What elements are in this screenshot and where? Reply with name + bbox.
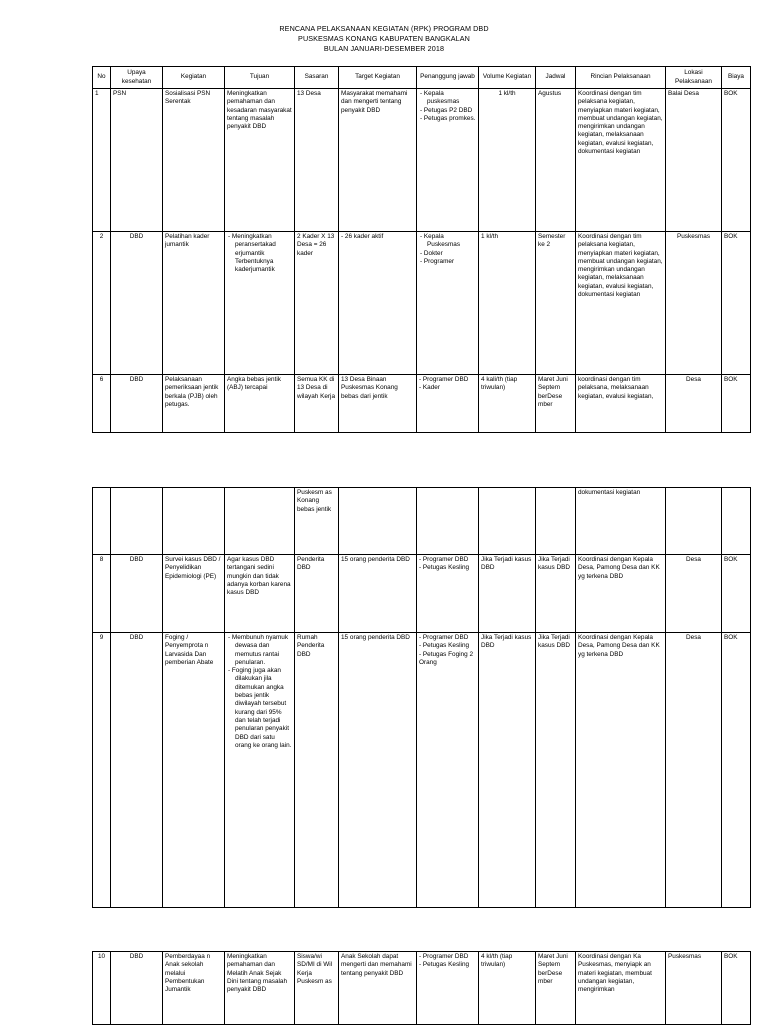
cell-sasaran: Siswa/wi SD/MI di Wil Kerja Puskesm as [295,952,339,1025]
col-header-kegiatan: Kegiatan [163,67,225,89]
cell-no: 9 [93,633,111,908]
cell-kegiatan: Pemberdayaa n Anak sekolah melalui Pembentukan Jumantik [163,952,225,1025]
cell-biaya: BOK [722,952,751,1025]
cell-rincian: dokumentasi kegiatan [576,488,666,555]
cell-tujuan: Meningkatkan pemahaman dan kesadaran masyarakat tentang masalah penyakit DBD [225,89,295,232]
cell-jadwal: Semester ke 2 [536,232,576,375]
table-row [93,89,751,232]
cell-volume: 4 kl/th (tiap triwulan) [479,952,536,1025]
pj-item: - Kepala puskesmas [420,90,460,106]
cell-sasaran: Puskesm as Konang bebas jentik [295,488,339,555]
tujuan-item: - Membunuh nyamuk dewasa dan memutus rantai penularan. [228,634,289,666]
pj-item: - Kader [419,384,440,392]
cell-jadwal: Maret Juni Septem berDese mber [536,375,576,433]
cell-penanggung-jawab [417,375,479,433]
cell-kegiatan: Pelaksanaan pemeriksaan jentik berkala (PJB) oleh petugas. [163,375,225,433]
cell-target: 13 Desa Binaan Puskesmas Konang bebas dari jentik [339,375,417,433]
table-row [93,375,751,433]
col-header-rincian: Rincian Pelaksanaan [576,67,666,89]
cell-volume: 1 kl/th [479,232,536,375]
table-header-row [93,67,751,89]
rpk-table-part-3 [92,951,751,1025]
cell-tujuan [225,633,295,908]
pj-item: - Dokter [420,249,443,257]
cell-kegiatan: Survei kasus DBD / Penyelidikan Epidemiologi (PE) [163,555,225,633]
col-header-sasaran: Sasaran [295,67,339,89]
pj-item: - Programer DBD [419,376,469,383]
doc-title-line2: PUSKESMAS KONANG KABUPATEN BANGKALAN [298,34,470,43]
cell-penanggung-jawab [417,952,479,1025]
pj-item: - Programer DBD [419,634,469,641]
tujuan-item: - Meningkatkan peransertakad erjumantik Terbentuknya kaderjumantik [228,233,276,274]
cell-sasaran: Penderita DBD [295,555,339,633]
rpk-table-part-1 [92,66,751,433]
cell-penanggung-jawab [417,555,479,633]
cell-rincian: Koordinasi dengan Kepala Desa, Pamong Desa dan KK yg terkena DBD [576,633,666,908]
cell-jadwal: Agustus [536,89,576,232]
cell-biaya: BOK [722,232,751,375]
cell-target: Masyarakat memahami dan mengerti tentang penyakit DBD [339,89,417,232]
cell-no: 2 [93,232,111,375]
cell-upaya: DBD [111,232,163,375]
cell-kegiatan: Pelatihan kader jumantik [163,232,225,375]
cell-rincian: Koordinasi dengan tim pelaksana kegiatan, menyiapkan materi kegiatan, membuat undangan kegiatan, mengirimkan undangan kegiatan, melaksanaan kegiatan, evalusi kegiatan, dokumentasi kegiatan [576,89,666,232]
cell-no: 10 [93,952,111,1025]
cell-lokasi: Desa [666,375,722,433]
col-header-volume: Volume Kegiatan [479,67,536,89]
cell-sasaran: 13 Desa [295,89,339,232]
col-header-upaya: Upaya kesehatan [111,67,163,89]
cell-tujuan: Meningkatkan pemahaman dan Melatih Anak Sejak Dini tentang masalah penyakit DBD [225,952,295,1025]
cell-biaya: BOK [722,375,751,433]
cell-no: 8 [93,555,111,633]
cell-upaya: DBD [111,555,163,633]
pj-item: - Petugas Kesling [419,961,470,969]
col-header-jadwal: Jadwal [536,67,576,89]
cell-rincian: Koordinasi dengan Kepala Desa, Pamong Desa dan KK yg terkena DBD [576,555,666,633]
cell-tujuan: Angka bebas jentik (ABJ) tercapai [225,375,295,433]
cell-rincian: koordinasi dengan tim pelaksana, melaksanaan kegiatan, evalusi kegiatan, [576,375,666,433]
pj-item: - Kepala Puskesmas [420,233,461,249]
doc-title-line1: RENCANA PELAKSANAAN KEGIATAN (RPK) PROGRAM DBD [279,24,489,33]
cell-empty [666,488,722,555]
cell-jadwal: Jika Terjadi kasus DBD [536,633,576,908]
cell-target: 15 orang penderita DBD [339,555,417,633]
cell-biaya: BOK [722,89,751,232]
cell-sasaran: Semua KK di 13 Desa di wilayah Kerja [295,375,339,433]
cell-lokasi: Puskesmas [666,952,722,1025]
cell-lokasi: Puskesmas [666,232,722,375]
cell-upaya: DBD [111,952,163,1025]
cell-no: 6 [93,375,111,433]
cell-target: 15 orang penderita DBD [339,633,417,908]
cell-sasaran: 2 Kader X 13 Desa = 26 kader [295,232,339,375]
cell-biaya: BOK [722,555,751,633]
cell-empty [722,488,751,555]
cell-upaya: DBD [111,633,163,908]
cell-no: 1 [93,89,111,232]
cell-upaya: PSN [111,89,163,232]
cell-kegiatan: Sosialisasi PSN Serentak [163,89,225,232]
pj-item: - Petugas Foging 2 Orang [419,650,473,666]
cell-volume: 4 kali/th (tiap triwulan) [479,375,536,433]
pj-item: - Programer DBD [419,953,469,960]
table-row-continued [93,488,751,555]
cell-biaya: BOK [722,633,751,908]
table-row [93,633,751,908]
pj-item: - Petugas Kesling [419,564,470,572]
pj-item: - Petugas Kesling [419,642,470,650]
cell-jadwal: Jika Terjadi kasus DBD [536,555,576,633]
col-header-tujuan: Tujuan [225,67,295,89]
cell-empty [536,488,576,555]
table-row [93,952,751,1025]
cell-empty [93,488,111,555]
cell-empty [479,488,536,555]
col-header-target: Target Kegiatan [339,67,417,89]
cell-empty [163,488,225,555]
cell-lokasi: Balai Desa [666,89,722,232]
cell-kegiatan: Foging / Penyemprota n Larvasida Dan pemberian Abate [163,633,225,908]
cell-upaya: DBD [111,375,163,433]
doc-title-line3: BULAN JANUARI-DESEMBER 2018 [323,44,445,53]
cell-empty [417,488,479,555]
cell-target: - 26 kader aktif [339,232,417,375]
cell-lokasi: Desa [666,555,722,633]
cell-lokasi: Desa [666,633,722,908]
cell-jadwal: Maret Juni Septem berDese mber [536,952,576,1025]
cell-target: Anak Sekolah dapat mengerti dan memahami tentang penyakit DBD [339,952,417,1025]
rpk-table-part-2 [92,487,751,908]
table-row [93,232,751,375]
tujuan-item: - Foging juga akan dilakukan jila ditemukan angka bebas jentik diwilayah tersebut kurang dari 95% dan telah terjadi penularan penyakit DBD dari satu orang ke orang lain. [228,667,292,749]
cell-rincian: Koordinasi dengan tim pelaksana kegiatan, menyiapkan materi kegiatan, membuat undangan kegiatan, mengirimkan undangan kegiatan, melaksanaan kegiatan, evalusi kegiatan, dokumentasi kegiatan [576,232,666,375]
col-header-penanggung-jawab: Penanggung jawab [417,67,479,89]
col-header-no: No [93,67,111,89]
pj-item: - Programer DBD [419,556,469,563]
cell-empty [339,488,417,555]
col-header-biaya: Biaya [722,67,751,89]
cell-tujuan: Agar kasus DBD tertangani sedini mungkin dan tidak adanya korban karena kasus DBD [225,555,295,633]
cell-volume: Jika Terjadi kasus DBD [479,633,536,908]
table-row [93,555,751,633]
cell-empty [111,488,163,555]
cell-volume: Jika Terjadi kasus DBD [479,555,536,633]
cell-empty [225,488,295,555]
cell-penanggung-jawab [417,232,479,375]
cell-tujuan [225,232,295,375]
cell-penanggung-jawab [417,633,479,908]
cell-sasaran: Rumah Penderita DBD [295,633,339,908]
cell-rincian: Koordinasi dengan Ka Puskesmas, menyiapk an materi kegiatan, membuat undangan kegiatan, mengirimkan [576,952,666,1025]
cell-penanggung-jawab [417,89,479,232]
pj-item: - Programer [420,257,455,265]
cell-volume: 1 kl/th [479,89,536,232]
col-header-lokasi: Lokasi Pelaksanaan [666,67,722,89]
pj-item: - Petugas P2 DBD [420,106,473,114]
pj-item: - Petugas promkes. [420,114,476,122]
